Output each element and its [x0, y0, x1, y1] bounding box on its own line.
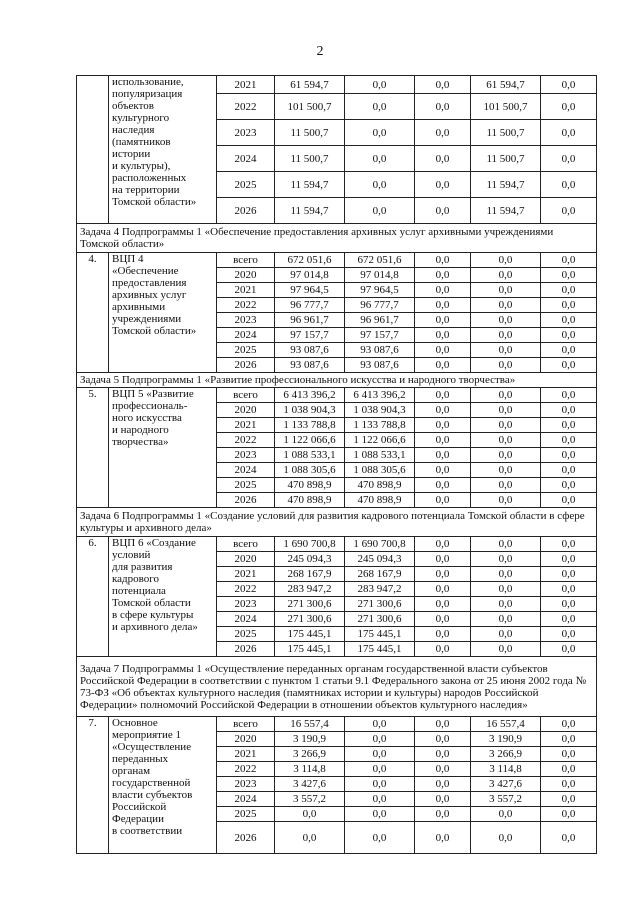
table-row — [77, 388, 597, 403]
item-name-line: расположенных — [112, 172, 187, 184]
value-cell: 0,0 — [471, 612, 541, 627]
task-heading: Задача 4 Подпрограммы 1 «Обеспечение предоставления архивных услуг архивными учреждениями Томской области» — [77, 224, 597, 253]
task-heading: Задача 5 Подпрограммы 1 «Развитие профессионального искусства и народного творчества» — [77, 373, 597, 388]
value-cell: 16 557,4 — [275, 717, 345, 732]
value-cell: 268 167,9 — [275, 567, 345, 582]
value-cell: 0,0 — [345, 747, 415, 762]
year-cell: 2025 — [217, 627, 275, 642]
value-cell: 0,0 — [345, 762, 415, 777]
value-cell: 3 427,6 — [275, 777, 345, 792]
item-name-line: использование, — [112, 76, 184, 88]
value-cell: 3 557,2 — [471, 792, 541, 807]
item-number: 7. — [77, 717, 109, 854]
value-cell: 0,0 — [541, 642, 597, 657]
value-cell: 0,0 — [415, 403, 471, 418]
value-cell: 0,0 — [415, 198, 471, 224]
value-cell: 0,0 — [471, 807, 541, 822]
item-name-line: на территории — [112, 184, 180, 196]
value-cell: 93 087,6 — [345, 343, 415, 358]
value-cell: 0,0 — [541, 76, 597, 94]
value-cell: 0,0 — [541, 433, 597, 448]
item-name-line: культурного — [112, 112, 170, 124]
item-name-line: творчества» — [112, 436, 169, 448]
value-cell: 0,0 — [345, 792, 415, 807]
value-cell: 0,0 — [415, 448, 471, 463]
year-cell: 2024 — [217, 463, 275, 478]
value-cell: 96 777,7 — [275, 298, 345, 313]
item-name-line: государственной — [112, 777, 191, 789]
year-cell: 2022 — [217, 433, 275, 448]
value-cell: 61 594,7 — [275, 76, 345, 94]
value-cell: 3 266,9 — [471, 747, 541, 762]
value-cell: 0,0 — [471, 388, 541, 403]
item-number: 6. — [77, 537, 109, 657]
value-cell: 0,0 — [541, 612, 597, 627]
value-cell: 97 157,7 — [345, 328, 415, 343]
value-cell: 175 445,1 — [345, 642, 415, 657]
value-cell: 0,0 — [275, 807, 345, 822]
value-cell: 0,0 — [471, 283, 541, 298]
value-cell: 0,0 — [471, 822, 541, 854]
value-cell: 0,0 — [541, 807, 597, 822]
value-cell: 0,0 — [415, 612, 471, 627]
task-row — [77, 224, 597, 253]
value-cell: 245 094,3 — [345, 552, 415, 567]
value-cell: 97 157,7 — [275, 328, 345, 343]
task-row — [77, 508, 597, 537]
value-cell: 0,0 — [345, 120, 415, 146]
value-cell: 0,0 — [541, 717, 597, 732]
value-cell: 0,0 — [415, 172, 471, 198]
value-cell: 0,0 — [415, 792, 471, 807]
year-cell: всего — [217, 253, 275, 268]
value-cell: 0,0 — [415, 418, 471, 433]
value-cell: 283 947,2 — [275, 582, 345, 597]
item-number — [77, 76, 109, 224]
value-cell: 0,0 — [415, 552, 471, 567]
value-cell: 96 777,7 — [345, 298, 415, 313]
value-cell: 0,0 — [415, 732, 471, 747]
year-cell: 2020 — [217, 732, 275, 747]
value-cell: 0,0 — [471, 358, 541, 373]
value-cell: 0,0 — [415, 146, 471, 172]
value-cell: 0,0 — [345, 76, 415, 94]
value-cell: 672 051,6 — [345, 253, 415, 268]
item-name-line: переданных — [112, 753, 169, 765]
item-name-line: Томской области» — [112, 196, 197, 208]
year-cell: 2024 — [217, 146, 275, 172]
value-cell: 1 088 305,6 — [275, 463, 345, 478]
item-name-line: для развития — [112, 561, 173, 573]
value-cell: 0,0 — [541, 537, 597, 552]
value-cell: 0,0 — [345, 94, 415, 120]
item-name-line: профессиональ- — [112, 400, 188, 412]
value-cell: 271 300,6 — [345, 597, 415, 612]
value-cell: 0,0 — [415, 747, 471, 762]
value-cell: 0,0 — [541, 343, 597, 358]
value-cell: 0,0 — [541, 358, 597, 373]
item-number: 5. — [77, 388, 109, 508]
value-cell: 0,0 — [471, 298, 541, 313]
year-cell: 2026 — [217, 642, 275, 657]
value-cell: 1 088 533,1 — [275, 448, 345, 463]
value-cell: 0,0 — [471, 268, 541, 283]
value-cell: 6 413 396,2 — [345, 388, 415, 403]
item-name-line: мероприятие 1 — [112, 729, 182, 741]
value-cell: 0,0 — [415, 76, 471, 94]
value-cell: 1 133 788,8 — [345, 418, 415, 433]
value-cell: 97 964,5 — [345, 283, 415, 298]
year-cell: всего — [217, 537, 275, 552]
value-cell: 0,0 — [471, 343, 541, 358]
year-cell: 2022 — [217, 94, 275, 120]
item-name-line: истории — [112, 148, 151, 160]
budget-table — [76, 75, 597, 854]
item-name — [109, 76, 217, 224]
value-cell: 0,0 — [345, 807, 415, 822]
value-cell: 0,0 — [541, 253, 597, 268]
task-row — [77, 373, 597, 388]
item-name-line: Федерации — [112, 813, 164, 825]
item-name-line: Томской области — [112, 597, 191, 609]
value-cell: 0,0 — [415, 343, 471, 358]
value-cell: 672 051,6 — [275, 253, 345, 268]
value-cell: 0,0 — [471, 313, 541, 328]
value-cell: 0,0 — [415, 433, 471, 448]
value-cell: 0,0 — [415, 478, 471, 493]
value-cell: 0,0 — [415, 463, 471, 478]
value-cell: 93 087,6 — [275, 343, 345, 358]
value-cell: 175 445,1 — [275, 627, 345, 642]
value-cell: 0,0 — [345, 717, 415, 732]
value-cell: 0,0 — [415, 582, 471, 597]
item-name — [109, 717, 217, 854]
item-name-line: архивными — [112, 301, 166, 313]
value-cell: 0,0 — [471, 537, 541, 552]
value-cell: 0,0 — [541, 120, 597, 146]
value-cell: 0,0 — [415, 298, 471, 313]
value-cell: 0,0 — [541, 298, 597, 313]
year-cell: 2024 — [217, 792, 275, 807]
value-cell: 3 427,6 — [471, 777, 541, 792]
value-cell: 0,0 — [541, 493, 597, 508]
year-cell: 2026 — [217, 358, 275, 373]
value-cell: 0,0 — [541, 552, 597, 567]
value-cell: 3 190,9 — [275, 732, 345, 747]
value-cell: 271 300,6 — [345, 612, 415, 627]
value-cell: 0,0 — [345, 732, 415, 747]
value-cell: 0,0 — [541, 463, 597, 478]
value-cell: 6 413 396,2 — [275, 388, 345, 403]
value-cell: 3 114,8 — [471, 762, 541, 777]
year-cell: 2025 — [217, 807, 275, 822]
value-cell: 0,0 — [415, 627, 471, 642]
value-cell: 0,0 — [471, 582, 541, 597]
value-cell: 470 898,9 — [345, 478, 415, 493]
item-name-line: «Осуществление — [112, 741, 192, 753]
year-cell: 2023 — [217, 313, 275, 328]
item-name-line: «Обеспечение — [112, 265, 179, 277]
table-row — [77, 253, 597, 268]
value-cell: 0,0 — [541, 747, 597, 762]
year-cell: 2020 — [217, 552, 275, 567]
value-cell: 0,0 — [415, 822, 471, 854]
item-number: 4. — [77, 253, 109, 373]
value-cell: 0,0 — [415, 358, 471, 373]
value-cell: 0,0 — [415, 537, 471, 552]
value-cell: 1 088 533,1 — [345, 448, 415, 463]
value-cell: 0,0 — [471, 448, 541, 463]
value-cell: 11 500,7 — [275, 120, 345, 146]
value-cell: 0,0 — [415, 268, 471, 283]
value-cell: 283 947,2 — [345, 582, 415, 597]
value-cell: 11 500,7 — [471, 146, 541, 172]
item-name-line: условий — [112, 549, 151, 561]
value-cell: 0,0 — [275, 822, 345, 854]
year-cell: 2020 — [217, 403, 275, 418]
value-cell: 0,0 — [471, 433, 541, 448]
year-cell: 2023 — [217, 120, 275, 146]
item-name-line: наследия — [112, 124, 155, 136]
value-cell: 1 690 700,8 — [275, 537, 345, 552]
table-row — [77, 76, 597, 94]
value-cell: 97 014,8 — [275, 268, 345, 283]
value-cell: 470 898,9 — [345, 493, 415, 508]
year-cell: 2022 — [217, 582, 275, 597]
value-cell: 0,0 — [415, 253, 471, 268]
task-heading: Задача 7 Подпрограммы 1 «Осуществление переданных органам государственной власти субъектов Российской Федерации в соответствии с пунктом 1 статьи 9.1 Федерального закона от 25 июня 2002 года № 73-ФЗ «Об объектах культурного наследия (памятниках истории и культуры) народов Российской Федерации» полномочий Российской Федерации в отношении объектов культурного наследия» — [77, 657, 597, 717]
year-cell: 2023 — [217, 777, 275, 792]
value-cell: 0,0 — [345, 822, 415, 854]
value-cell: 1 133 788,8 — [275, 418, 345, 433]
year-cell: 2021 — [217, 283, 275, 298]
value-cell: 271 300,6 — [275, 612, 345, 627]
item-name — [109, 537, 217, 657]
value-cell: 1 122 066,6 — [345, 433, 415, 448]
value-cell: 0,0 — [471, 627, 541, 642]
value-cell: 0,0 — [415, 493, 471, 508]
item-name-line: ВЦП 4 — [112, 253, 144, 265]
year-cell: 2024 — [217, 328, 275, 343]
task-row — [77, 657, 597, 717]
value-cell: 11 500,7 — [471, 120, 541, 146]
value-cell: 0,0 — [345, 198, 415, 224]
item-name-line: органам — [112, 765, 151, 777]
value-cell: 0,0 — [471, 642, 541, 657]
value-cell: 0,0 — [471, 478, 541, 493]
value-cell: 0,0 — [541, 448, 597, 463]
task-heading: Задача 6 Подпрограммы 1 «Создание условий для развития кадрового потенциала Томской области в сфере культуры и архивного дела» — [77, 508, 597, 537]
value-cell: 11 594,7 — [471, 198, 541, 224]
value-cell: 0,0 — [415, 807, 471, 822]
year-cell: всего — [217, 388, 275, 403]
value-cell: 3 114,8 — [275, 762, 345, 777]
year-cell: 2026 — [217, 198, 275, 224]
item-name-line: потенциала — [112, 585, 166, 597]
value-cell: 0,0 — [541, 388, 597, 403]
value-cell: 101 500,7 — [471, 94, 541, 120]
item-name-line: (памятников — [112, 136, 171, 148]
value-cell: 93 087,6 — [345, 358, 415, 373]
value-cell: 0,0 — [471, 418, 541, 433]
value-cell: 0,0 — [541, 268, 597, 283]
value-cell: 16 557,4 — [471, 717, 541, 732]
item-name-line: Российской — [112, 801, 167, 813]
item-name-line: в сфере культуры — [112, 609, 194, 621]
value-cell: 0,0 — [541, 792, 597, 807]
year-cell: 2021 — [217, 76, 275, 94]
item-name-line: в соответствии — [112, 825, 183, 837]
value-cell: 0,0 — [541, 403, 597, 418]
value-cell: 0,0 — [415, 313, 471, 328]
year-cell: 2026 — [217, 822, 275, 854]
value-cell: 1 690 700,8 — [345, 537, 415, 552]
value-cell: 0,0 — [471, 567, 541, 582]
value-cell: 0,0 — [471, 253, 541, 268]
value-cell: 0,0 — [471, 463, 541, 478]
value-cell: 0,0 — [541, 762, 597, 777]
value-cell: 470 898,9 — [275, 493, 345, 508]
item-name — [109, 388, 217, 508]
item-name — [109, 253, 217, 373]
value-cell: 1 122 066,6 — [275, 433, 345, 448]
value-cell: 0,0 — [541, 313, 597, 328]
value-cell: 101 500,7 — [275, 94, 345, 120]
year-cell: 2022 — [217, 298, 275, 313]
year-cell: 2021 — [217, 418, 275, 433]
item-name-line: кадрового — [112, 573, 160, 585]
value-cell: 0,0 — [541, 172, 597, 198]
value-cell: 0,0 — [415, 717, 471, 732]
value-cell: 11 594,7 — [275, 198, 345, 224]
year-cell: 2024 — [217, 612, 275, 627]
year-cell: 2022 — [217, 762, 275, 777]
table-row — [77, 717, 597, 732]
value-cell: 0,0 — [415, 328, 471, 343]
value-cell: 175 445,1 — [345, 627, 415, 642]
value-cell: 0,0 — [415, 597, 471, 612]
value-cell: 0,0 — [345, 172, 415, 198]
value-cell: 3 190,9 — [471, 732, 541, 747]
value-cell: 0,0 — [471, 403, 541, 418]
value-cell: 0,0 — [541, 283, 597, 298]
value-cell: 11 594,7 — [275, 172, 345, 198]
value-cell: 3 557,2 — [275, 792, 345, 807]
value-cell: 470 898,9 — [275, 478, 345, 493]
value-cell: 0,0 — [415, 777, 471, 792]
value-cell: 0,0 — [471, 328, 541, 343]
value-cell: 0,0 — [415, 567, 471, 582]
value-cell: 61 594,7 — [471, 76, 541, 94]
value-cell: 0,0 — [541, 567, 597, 582]
value-cell: 0,0 — [471, 597, 541, 612]
value-cell: 0,0 — [541, 146, 597, 172]
value-cell: 268 167,9 — [345, 567, 415, 582]
value-cell: 0,0 — [415, 120, 471, 146]
item-name-line: популяризация — [112, 88, 183, 100]
value-cell: 245 094,3 — [275, 552, 345, 567]
year-cell: 2021 — [217, 567, 275, 582]
year-cell: 2025 — [217, 343, 275, 358]
value-cell: 0,0 — [345, 777, 415, 792]
value-cell: 0,0 — [541, 418, 597, 433]
value-cell: 0,0 — [415, 94, 471, 120]
value-cell: 0,0 — [415, 762, 471, 777]
item-name-line: и архивного дела» — [112, 621, 198, 633]
item-name-line: и культуры), — [112, 160, 171, 172]
year-cell: 2023 — [217, 448, 275, 463]
item-name-line: ВЦП 6 «Создание — [112, 537, 196, 549]
year-cell: всего — [217, 717, 275, 732]
value-cell: 0,0 — [471, 552, 541, 567]
value-cell: 0,0 — [541, 478, 597, 493]
value-cell: 0,0 — [541, 597, 597, 612]
item-name-line: ВЦП 5 «Развитие — [112, 388, 194, 400]
value-cell: 0,0 — [541, 94, 597, 120]
value-cell: 0,0 — [541, 328, 597, 343]
item-name-line: власти субъектов — [112, 789, 193, 801]
value-cell: 0,0 — [541, 777, 597, 792]
value-cell: 0,0 — [541, 627, 597, 642]
value-cell: 97 014,8 — [345, 268, 415, 283]
value-cell: 0,0 — [415, 642, 471, 657]
year-cell: 2020 — [217, 268, 275, 283]
value-cell: 0,0 — [471, 493, 541, 508]
item-name-line: и народного — [112, 424, 169, 436]
value-cell: 271 300,6 — [275, 597, 345, 612]
table-row — [77, 537, 597, 552]
year-cell: 2025 — [217, 172, 275, 198]
value-cell: 0,0 — [541, 732, 597, 747]
item-name-line: Основное — [112, 717, 158, 729]
value-cell: 0,0 — [415, 388, 471, 403]
value-cell: 1 088 305,6 — [345, 463, 415, 478]
value-cell: 0,0 — [541, 582, 597, 597]
value-cell: 175 445,1 — [275, 642, 345, 657]
value-cell: 11 594,7 — [471, 172, 541, 198]
value-cell: 0,0 — [415, 283, 471, 298]
value-cell: 0,0 — [345, 146, 415, 172]
value-cell: 93 087,6 — [275, 358, 345, 373]
item-name-line: объектов — [112, 100, 154, 112]
item-name-line: Томской области» — [112, 325, 197, 337]
value-cell: 96 961,7 — [345, 313, 415, 328]
year-cell: 2023 — [217, 597, 275, 612]
value-cell: 96 961,7 — [275, 313, 345, 328]
value-cell: 3 266,9 — [275, 747, 345, 762]
item-name-line: предоставления — [112, 277, 187, 289]
value-cell: 1 038 904,3 — [275, 403, 345, 418]
value-cell: 1 038 904,3 — [345, 403, 415, 418]
year-cell: 2026 — [217, 493, 275, 508]
value-cell: 97 964,5 — [275, 283, 345, 298]
value-cell: 0,0 — [541, 198, 597, 224]
year-cell: 2021 — [217, 747, 275, 762]
year-cell: 2025 — [217, 478, 275, 493]
value-cell: 11 500,7 — [275, 146, 345, 172]
value-cell: 0,0 — [541, 822, 597, 854]
page-number: 2 — [316, 44, 324, 59]
item-name-line: учреждениями — [112, 313, 182, 325]
item-name-line: архивных услуг — [112, 289, 187, 301]
item-name-line: ного искусства — [112, 412, 182, 424]
